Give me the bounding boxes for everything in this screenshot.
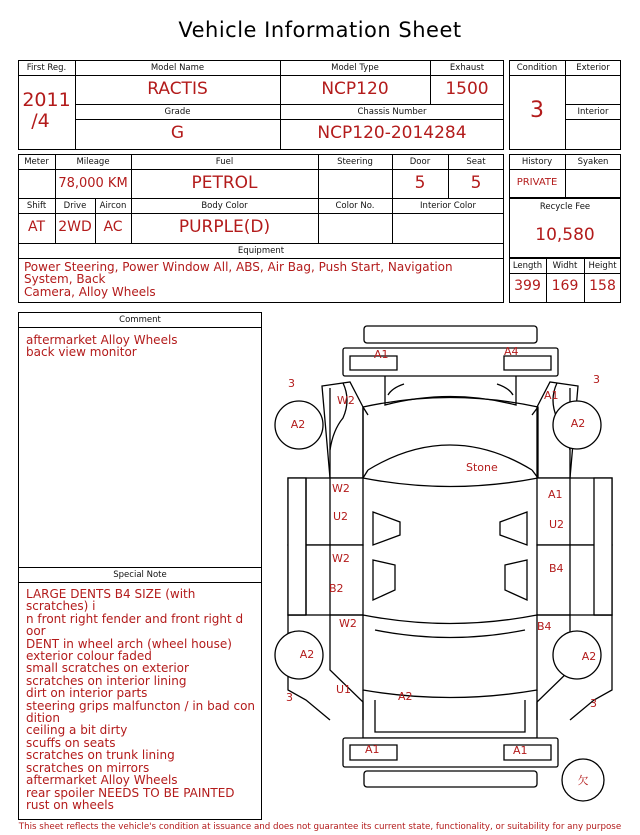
damage-mark: A2 [299, 648, 315, 661]
steering-label: Steering [337, 157, 373, 167]
interior-label: Interior [577, 107, 609, 117]
special-note-line: small scratches on exterior [26, 661, 189, 676]
syaken-label: Syaken [577, 157, 609, 167]
aircon-value: AC [103, 219, 123, 235]
grade-label: Grade [164, 107, 191, 117]
comment-line: aftermarket Alloy Wheels [26, 333, 178, 347]
rear-bumper-bottom [364, 771, 537, 787]
special-note-line: scratches on trunk lining [26, 748, 175, 763]
first-reg-label: First Reg. [26, 63, 67, 73]
equipment-list [24, 261, 502, 298]
special-note-line: oor [26, 624, 46, 639]
windshield-outline [363, 398, 538, 487]
damage-mark: A1 [544, 389, 559, 402]
chassis-number-value: NCP120-2014284 [317, 123, 467, 143]
disclaimer-footer: This sheet reflects the vehicle's condition at issuance and does not guarantee its current state, functionality, or suitability for any purpose [18, 822, 622, 832]
equipment-line: Camera, Alloy Wheels [24, 284, 156, 299]
damage-mark: W2 [332, 482, 350, 495]
meter-label: Meter [24, 157, 49, 167]
damage-mark: A2 [398, 690, 413, 703]
damage-mark: U2 [333, 510, 349, 523]
damage-mark: W2 [332, 552, 350, 565]
grade-value: G [170, 123, 185, 143]
damage-mark: A2 [570, 417, 586, 430]
body-color-label: Body Color [201, 201, 248, 211]
damage-mark: A1 [374, 348, 389, 361]
damage-mark: U1 [336, 683, 352, 696]
first-reg-month: /4 [31, 110, 50, 132]
exhaust-label: Exhaust [449, 63, 485, 73]
sheet-title: Vehicle Information Sheet [178, 18, 462, 42]
history-value: PRIVATE [516, 177, 558, 188]
damage-mark: B4 [549, 562, 564, 575]
drive-value: 2WD [58, 219, 92, 235]
comment-line: back view monitor [26, 345, 137, 360]
special-note-line: LARGE DENTS B4 SIZE (with scratches) i [26, 587, 196, 614]
seat-value: 5 [470, 173, 482, 193]
damage-mark: Stone [466, 461, 498, 474]
model-type-label: Model Type [331, 63, 379, 73]
missing-mark: 欠 [577, 774, 589, 787]
model-name-label: Model Name [150, 63, 205, 73]
drive-label: Drive [63, 201, 87, 211]
special-note-line: rear spoiler NEEDS TO BE PAINTED [26, 785, 235, 800]
door-value: 5 [414, 173, 426, 193]
damage-mark: A4 [504, 345, 519, 358]
mileage-value: 78,000 KM [58, 176, 128, 191]
door-label: Door [409, 157, 431, 167]
special-note-line: steering grips malfuncton / in bad con [26, 698, 256, 713]
interior-color-label: Interior Color [420, 201, 476, 211]
color-no-label: Color No. [335, 201, 375, 211]
shift-label: Shift [26, 201, 47, 211]
chassis-number-label: Chassis Number [357, 107, 427, 117]
special-note-line: n front right fender and front right d [26, 611, 244, 626]
condition-grade: 3 [530, 98, 544, 123]
damage-mark: A1 [365, 743, 380, 756]
special-note-line: DENT in wheel arch (wheel house) [26, 636, 232, 651]
damage-mark: W2 [339, 617, 357, 630]
special-note-line: scratches on mirrors [26, 760, 150, 775]
comment-label: Comment [119, 315, 161, 325]
damage-mark: 3 [288, 377, 295, 390]
damage-mark: W2 [337, 394, 355, 407]
special-note-line: aftermarket Alloy Wheels [26, 773, 178, 788]
special-note-label: Special Note [113, 570, 167, 580]
model-name-value: RACTIS [147, 79, 208, 99]
exterior-label: Exterior [576, 63, 610, 73]
recycle-fee-label: Recycle Fee [539, 202, 591, 212]
damage-mark: A1 [548, 488, 563, 501]
special-note-line: rust on wheels [26, 797, 114, 812]
shift-value: AT [27, 219, 46, 235]
comment-text [26, 334, 258, 359]
special-note-line: scuffs on seats [26, 735, 116, 750]
special-note-line: dition [26, 711, 60, 726]
recycle-fee-value: 10,580 [535, 225, 595, 245]
height-label: Height [588, 261, 617, 271]
damage-mark: A2 [290, 418, 306, 431]
special-note-text [26, 588, 260, 811]
rear-window-outline [363, 615, 537, 698]
damage-mark: 3 [590, 697, 597, 710]
front-bumper-top [364, 326, 537, 343]
length-value: 399 [514, 278, 541, 294]
width-value: 169 [551, 278, 579, 294]
first-reg-year: 2011 [22, 89, 71, 111]
special-note-line: scratches on interior lining [26, 673, 187, 688]
condition-label: Condition [516, 63, 558, 73]
exhaust-value: 1500 [445, 79, 489, 99]
fuel-label: Fuel [215, 157, 234, 167]
damage-mark: B2 [329, 582, 344, 595]
damage-mark: A1 [513, 744, 528, 757]
history-label: History [521, 157, 553, 167]
special-note-line: exterior colour faded [26, 649, 152, 664]
damage-mark: 3 [593, 373, 600, 386]
equipment-line: Power Steering, Power Window All, ABS, Air Bag, Push Start, Navigation System, Back [24, 260, 453, 287]
aircon-label: Aircon [99, 201, 127, 211]
body-color-value: PURPLE(D) [178, 217, 271, 237]
equipment-label: Equipment [237, 246, 285, 256]
width-label: Widht [552, 261, 578, 271]
seat-label: Seat [466, 157, 486, 167]
special-note-line: ceiling a bit dirty [26, 723, 128, 738]
special-note-line: dirt on interior parts [26, 686, 148, 701]
car-damage-diagram [268, 318, 628, 818]
height-value: 158 [589, 278, 616, 294]
damage-mark: U2 [549, 518, 565, 531]
damage-mark: A2 [581, 650, 597, 663]
model-type-value: NCP120 [321, 79, 389, 99]
damage-mark: 3 [286, 691, 293, 704]
mileage-label: Mileage [76, 157, 110, 167]
length-label: Length [512, 261, 543, 271]
damage-mark: B4 [537, 620, 552, 633]
fuel-value: PETROL [191, 173, 258, 193]
